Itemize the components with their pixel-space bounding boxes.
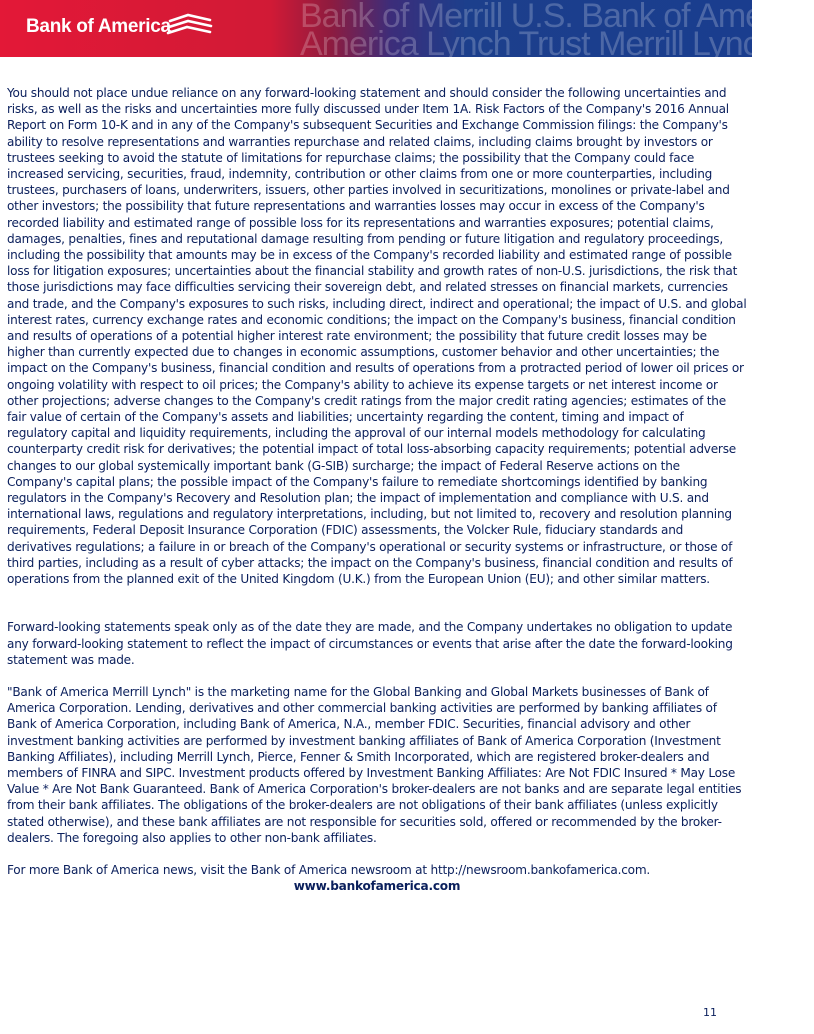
bank-of-america-flag-icon (166, 12, 214, 38)
page-header (0, 0, 814, 63)
page-number: 11 (703, 1006, 717, 1019)
marketing-name-paragraph: "Bank of America Merrill Lynch" is the marketing name for the Global Banking and Global Markets businesses of Bank of America Corporation. Lending, derivatives and other commercial banking activities are performed by banking affiliates of Bank of America Corporation, including Bank of America, N.A., member FDIC. Securities, financial advisory and other investment banking activities are performed by investment banking affiliates of Bank of America Corporation (Investment Banking Affiliates), including Merrill Lynch, Pierce, Fenner & Smith Incorporated, which are registered broker-dealers and members of FINRA and SIPC. Investment products offered by Investment Banking Affiliates: Are Not FDIC Insured * May Lose Value * Are Not Bank Guaranteed. Bank of America Corporation's broker-dealers are not banks and are separate legal entities from their bank affiliates. The obligations of the broker-dealers are not obligations of their bank affiliates (unless explicitly stated otherwise), and these bank affiliates are not responsible for securities sold, offered or recommended by the broker-dealers. The foregoing also applies to other non-bank affiliates. (7, 684, 742, 845)
risk-factors-paragraph: You should not place undue reliance on any forward-looking statement and should consider the following uncertainties and risks, as well as the risks and uncertainties more fully discussed under Item 1A. Risk Factors of the Company's 2016 Annual Report on Form 10-K and in any of the Company's subsequent Securities and Exchange Commission filings: the Company's ability to resolve representations and warranties repurchase and related claims, including claims brought by investors or trustees seeking to avoid the statute of limitations for repurchase claims; the possibility that the Company could face increased servicing, securities, fraud, indemnity, contribution or other claims from one or more counterparties, including trustees, purchasers of loans, underwriters, issuers, other parties involved in securitizations, monolines or private-label and other investors; the possibility that future representations and warranties losses may occur in excess of the Company's recorded liability and estimated range of possible loss for its representations and warranties exposures; potential claims, damages, penalties, fines and reputational damage resulting from pending or future litigation and regulatory proceedings, including the possibility that amounts may be in excess of the Company's recorded liability and estimated range of possible loss for litigation exposures; uncertainties about the financial stability and growth rates of non-U.S. jurisdictions, the risk that those jurisdictions may face difficulties servicing their sovereign debt, and related stresses on financial markets, currencies and trade, and the Company's exposures to such risks, including direct, indirect and operational; the impact of U.S. and global interest rates, currency exchange rates and economic conditions; the impact on the Company's business, financial condition and results of operations of a potential higher interest rate environment; the possibility that future credit losses may be higher than currently expected due to changes in economic assumptions, customer behavior and other uncertainties; the impact on the Company's business, financial condition and results of operations from a protracted period of lower oil prices or ongoing volatility with respect to oil prices; the Company's ability to achieve its expense targets or net interest income or other projections; adverse changes to the Company's credit ratings from the major credit rating agencies; estimates of the fair value of certain of the Company's assets and liabilities; uncertainty regarding the content, timing and impact of regulatory capital and liquidity requirements, including the approval of our internal models methodology for calculating counterparty credit risk for derivatives; the potential impact of total loss-absorbing capacity requirements; potential adverse changes to our global systemically important bank (G-SIB) surcharge; the impact of Federal Reserve actions on the Company's capital plans; the possible impact of the Company's failure to remediate shortcomings identified by banking regulators in the Company's Recovery and Resolution plan; the impact of implementation and compliance with U.S. and international laws, regulations and regulatory interpretations, including, but not limited to, recovery and resolution planning requirements, Federal Deposit Insurance Corporation (FDIC) assessments, the Volcker Rule, fiduciary standards and derivatives regulations; a failure in or breach of the Company's operational or security systems or infrastructure, or those of third parties, including as a result of cyber attacks; the impact on the Company's business, financial condition and results of operations from the planned exit of the United Kingdom (U.K.) from the European Union (EU); and other similar matters. (7, 86, 747, 587)
header-watermark-line1: Bank of Merrill U.S. Bank of America (300, 0, 814, 35)
forward-looking-paragraph: Forward-looking statements speak only as of the date they are made, and the Company undertakes no obligation to update any forward-looking statement to reflect the impact of circumstances or events that arise after the date the forward-looking statement was made. (7, 620, 733, 667)
bank-logo-text: Bank of America (26, 16, 171, 37)
newsroom-paragraph[interactable]: For more Bank of America news, visit the Bank of America newsroom at http://newsroom.bankofamerica.com. (7, 862, 651, 877)
header-watermark-line2: America Lynch Trust Merrill Lynch (300, 25, 777, 63)
website-link[interactable]: www.bankofamerica.com (293, 879, 461, 894)
document-body (7, 85, 747, 894)
